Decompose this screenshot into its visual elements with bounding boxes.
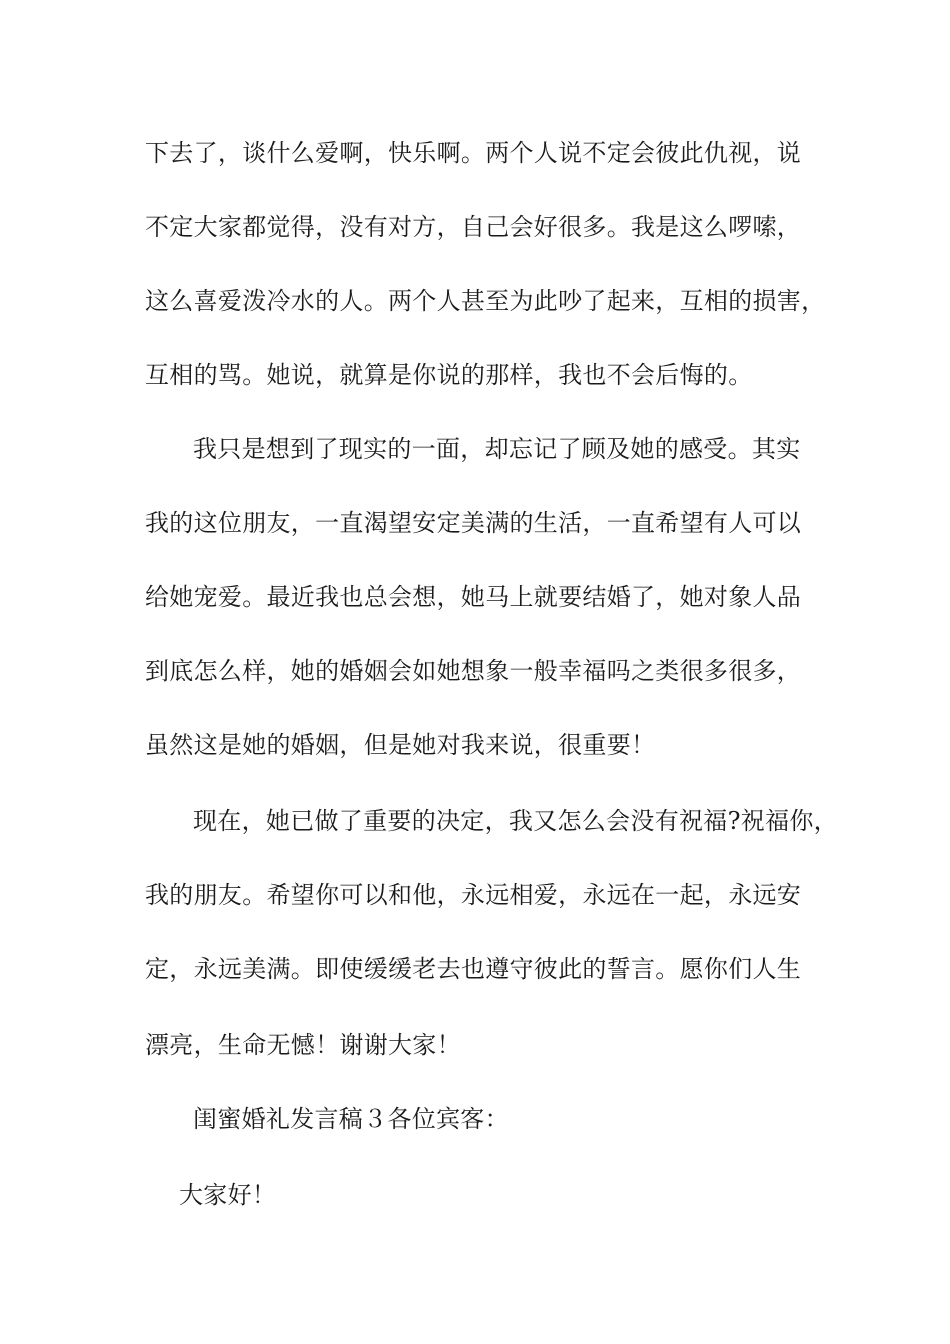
paragraph-line: 我的朋友。希望你可以和他，永远相爱，永远在一起，永远安 [145,881,802,909]
paragraph-line: 下去了，谈什么爱啊，快乐啊。两个人说不定会彼此仇视，说 [145,139,802,167]
paragraph-line: 给她宠爱。最近我也总会想，她马上就要结婚了，她对象人品 [145,583,802,611]
paragraph-line: 到底怎么样，她的婚姻会如她想象一般幸福吗之类很多很多， [145,657,802,685]
paragraph-line: 不定大家都觉得，没有对方，自己会好很多。我是这么啰嗦， [145,213,802,241]
paragraph-line: 这么喜爱泼冷水的人。两个人甚至为此吵了起来，互相的损害， [145,287,826,315]
paragraph-line: 互相的骂。她说，就算是你说的那样，我也不会后悔的。 [145,361,753,389]
paragraph-line: 现在，她已做了重要的决定，我又怎么会没有祝福?祝福你， [193,807,838,835]
paragraph-line: 定，永远美满。即使缓缓老去也遵守彼此的誓言。愿你们人生 [145,955,802,983]
greeting-line: 大家好！ [179,1181,277,1209]
paragraph-line: 我只是想到了现实的一面，却忘记了顾及她的感受。其实 [193,435,801,463]
paragraph-line: 虽然这是她的婚姻，但是她对我来说，很重要！ [145,731,656,759]
paragraph-line: 我的这位朋友，一直渴望安定美满的生活，一直希望有人可以 [145,509,802,537]
paragraph-line: 漂亮，生命无憾！谢谢大家！ [145,1031,461,1059]
section-heading: 闺蜜婚礼发言稿３各位宾客： [193,1105,509,1133]
